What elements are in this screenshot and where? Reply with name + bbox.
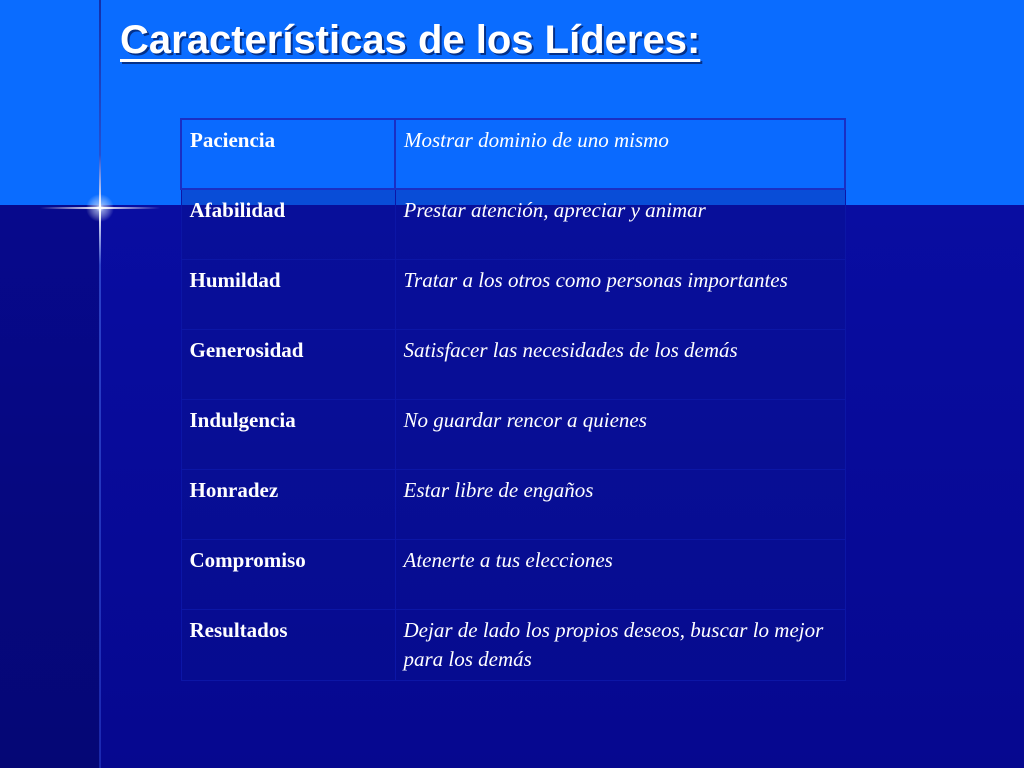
trait-cell: Generosidad bbox=[181, 329, 395, 399]
description-cell: Estar libre de engaños bbox=[395, 469, 845, 539]
description-cell: Mostrar dominio de uno mismo bbox=[395, 119, 845, 189]
trait-cell: Indulgencia bbox=[181, 399, 395, 469]
description-cell: Atenerte a tus elecciones bbox=[395, 539, 845, 609]
traits-table bbox=[180, 118, 846, 681]
table-row bbox=[181, 539, 845, 609]
trait-cell: Compromiso bbox=[181, 539, 395, 609]
left-band bbox=[0, 205, 100, 768]
trait-cell: Humildad bbox=[181, 259, 395, 329]
description-cell: Dejar de lado los propios deseos, buscar lo mejor para los demás bbox=[395, 609, 845, 680]
trait-cell: Afabilidad bbox=[181, 189, 395, 259]
trait-cell: Honradez bbox=[181, 469, 395, 539]
sparkle-star-icon bbox=[40, 150, 160, 270]
table-row bbox=[181, 119, 845, 189]
table-row bbox=[181, 399, 845, 469]
traits-table-container bbox=[180, 118, 844, 681]
vertical-divider-line bbox=[99, 0, 101, 768]
description-cell: Tratar a los otros como personas importantes bbox=[395, 259, 845, 329]
slide-title: Características de los Líderes: bbox=[120, 18, 701, 62]
trait-cell: Paciencia bbox=[181, 119, 395, 189]
description-cell: Prestar atención, apreciar y animar bbox=[395, 189, 845, 259]
description-cell: No guardar rencor a quienes bbox=[395, 399, 845, 469]
description-cell: Satisfacer las necesidades de los demás bbox=[395, 329, 845, 399]
table-row bbox=[181, 259, 845, 329]
table-row bbox=[181, 189, 845, 259]
table-row bbox=[181, 609, 845, 680]
trait-cell: Resultados bbox=[181, 609, 395, 680]
table-row bbox=[181, 469, 845, 539]
table-row bbox=[181, 329, 845, 399]
